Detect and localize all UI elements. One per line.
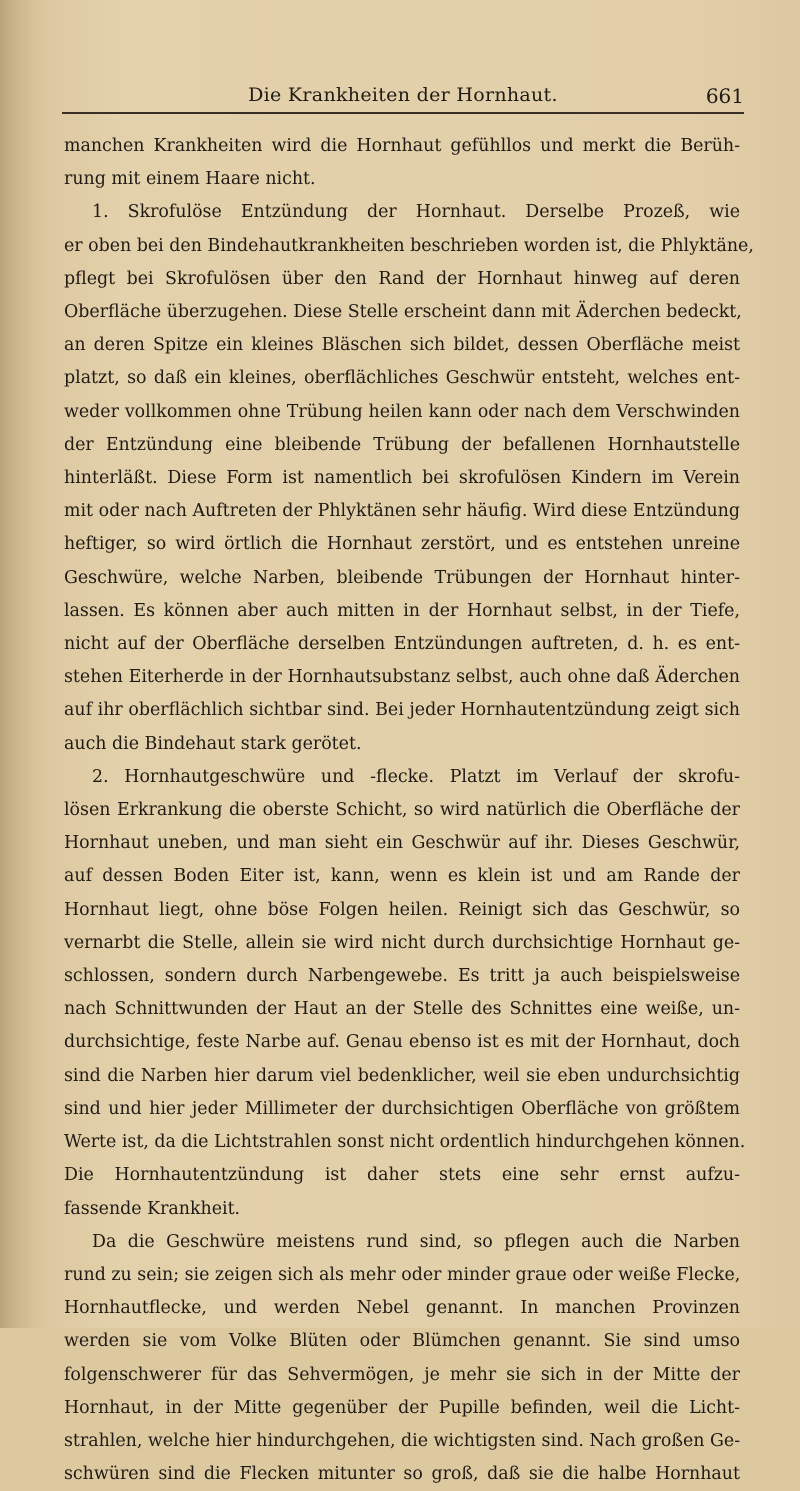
text-line: Hornhaut liegt, ohne böse Folgen heilen. Reinigt sich das Geschwür, so	[64, 899, 740, 920]
text-line: platzt, so daß ein kleines, oberflächliches Geschwür entsteht, welches ent-	[64, 368, 740, 389]
text-line: auf ihr oberflächlich sichtbar sind. Bei jeder Hornhautentzündung zeigt sich	[64, 700, 740, 721]
text-line: vernarbt die Stelle, allein sie wird nicht durch durchsichtige Hornhaut ge-	[64, 932, 740, 953]
text-line: pflegt bei Skrofulösen über den Rand der Hornhaut hinweg auf deren	[64, 268, 740, 289]
running-header	[62, 78, 744, 114]
text-line: Werte ist, da die Lichtstrahlen sonst nicht ordentlich hindurchgehen können.	[64, 1132, 746, 1153]
text-line: lassen. Es können aber auch mitten in der Hornhaut selbst, in der Tiefe,	[64, 600, 740, 621]
text-line: 1. Skrofulöse Entzündung der Hornhaut. Derselbe Prozeß, wie	[92, 202, 740, 223]
text-line: folgenschwerer für das Sehvermögen, je mehr sie sich in der Mitte der	[64, 1364, 740, 1385]
text-line: fassende Krankheit.	[64, 1198, 241, 1219]
text-line: sind die Narben hier darum viel bedenklicher, weil sie eben undurchsichtig	[64, 1065, 740, 1086]
text-line: manchen Krankheiten wird die Hornhaut gefühllos und merkt die Berüh-	[64, 136, 740, 156]
body-text	[64, 130, 754, 1491]
text-line: durchsichtige, feste Narbe auf. Genau ebenso ist es mit der Hornhaut, doch	[64, 1032, 740, 1053]
text-line: schwüren sind die Flecken mitunter so groß, daß sie die halbe Hornhaut	[64, 1464, 740, 1485]
text-line: stehen Eiterherde in der Hornhautsubstanz selbst, auch ohne daß Äderchen	[64, 667, 740, 688]
text-line: er oben bei den Bindehautkrankheiten beschrieben worden ist, die Phlyktäne,	[64, 235, 754, 256]
text-line: heftiger, so wird örtlich die Hornhaut zerstört, und es entstehen unreine	[64, 534, 740, 555]
text-line: werden sie vom Volke Blüten oder Blümchen genannt. Sie sind umso	[64, 1331, 740, 1352]
text-line: auch die Bindehaut stark gerötet.	[64, 733, 362, 754]
text-line: Hornhaut uneben, und man sieht ein Geschwür auf ihr. Dieses Geschwür,	[64, 833, 740, 854]
text-line: an deren Spitze ein kleines Bläschen sich bildet, dessen Oberfläche meist	[64, 335, 740, 356]
text-line: mit oder nach Auftreten der Phlyktänen sehr häufig. Wird diese Entzündung	[64, 501, 740, 522]
text-line: rund zu sein; sie zeigen sich als mehr oder minder graue oder weiße Flecke,	[64, 1264, 741, 1285]
text-line: rung mit einem Haare nicht.	[64, 169, 316, 190]
text-line: der Entzündung eine bleibende Trübung der befallenen Hornhautstelle	[64, 434, 740, 455]
text-line: Hornhaut, in der Mitte gegenüber der Pupille befinden, weil die Licht-	[64, 1397, 740, 1418]
text-line: schlossen, sondern durch Narbengewebe. Es tritt ja auch beispielsweise	[64, 966, 740, 987]
text-line: weder vollkommen ohne Trübung heilen kann oder nach dem Verschwinden	[64, 401, 740, 422]
text-line: Oberfläche überzugehen. Diese Stelle erscheint dann mit Äderchen bedeckt,	[64, 302, 742, 323]
page-number: 661	[705, 84, 744, 108]
text-line: nach Schnittwunden der Haut an der Stelle des Schnittes eine weiße, un-	[64, 999, 740, 1020]
text-line: sind und hier jeder Millimeter der durchsichtigen Oberfläche von größtem	[64, 1098, 740, 1119]
text-line: lösen Erkrankung die oberste Schicht, so wird natürlich die Oberfläche der	[64, 800, 740, 821]
running-title: Die Krankheiten der Hornhaut.	[248, 84, 558, 106]
text-line: 2. Hornhautgeschwüre und -flecke. Platzt im Verlauf der skrofu-	[92, 766, 740, 787]
text-line: strahlen, welche hier hindurchgehen, die wichtigsten sind. Nach großen Ge-	[64, 1430, 741, 1451]
text-line: nicht auf der Oberfläche derselben Entzündungen auftreten, d. h. es ent-	[64, 634, 740, 655]
text-line: hinterläßt. Diese Form ist namentlich bei skrofulösen Kindern im Verein	[64, 468, 740, 489]
text-line: Geschwüre, welche Narben, bleibende Trübungen der Hornhaut hinter-	[64, 567, 740, 588]
text-line: Die Hornhautentzündung ist daher stets eine sehr ernst aufzu-	[64, 1165, 740, 1186]
text-line: Da die Geschwüre meistens rund sind, so pflegen auch die Narben	[92, 1231, 740, 1252]
text-line: Hornhautflecke, und werden Nebel genannt. In manchen Provinzen	[64, 1298, 740, 1319]
text-line: auf dessen Boden Eiter ist, kann, wenn es klein ist und am Rande der	[64, 866, 740, 887]
